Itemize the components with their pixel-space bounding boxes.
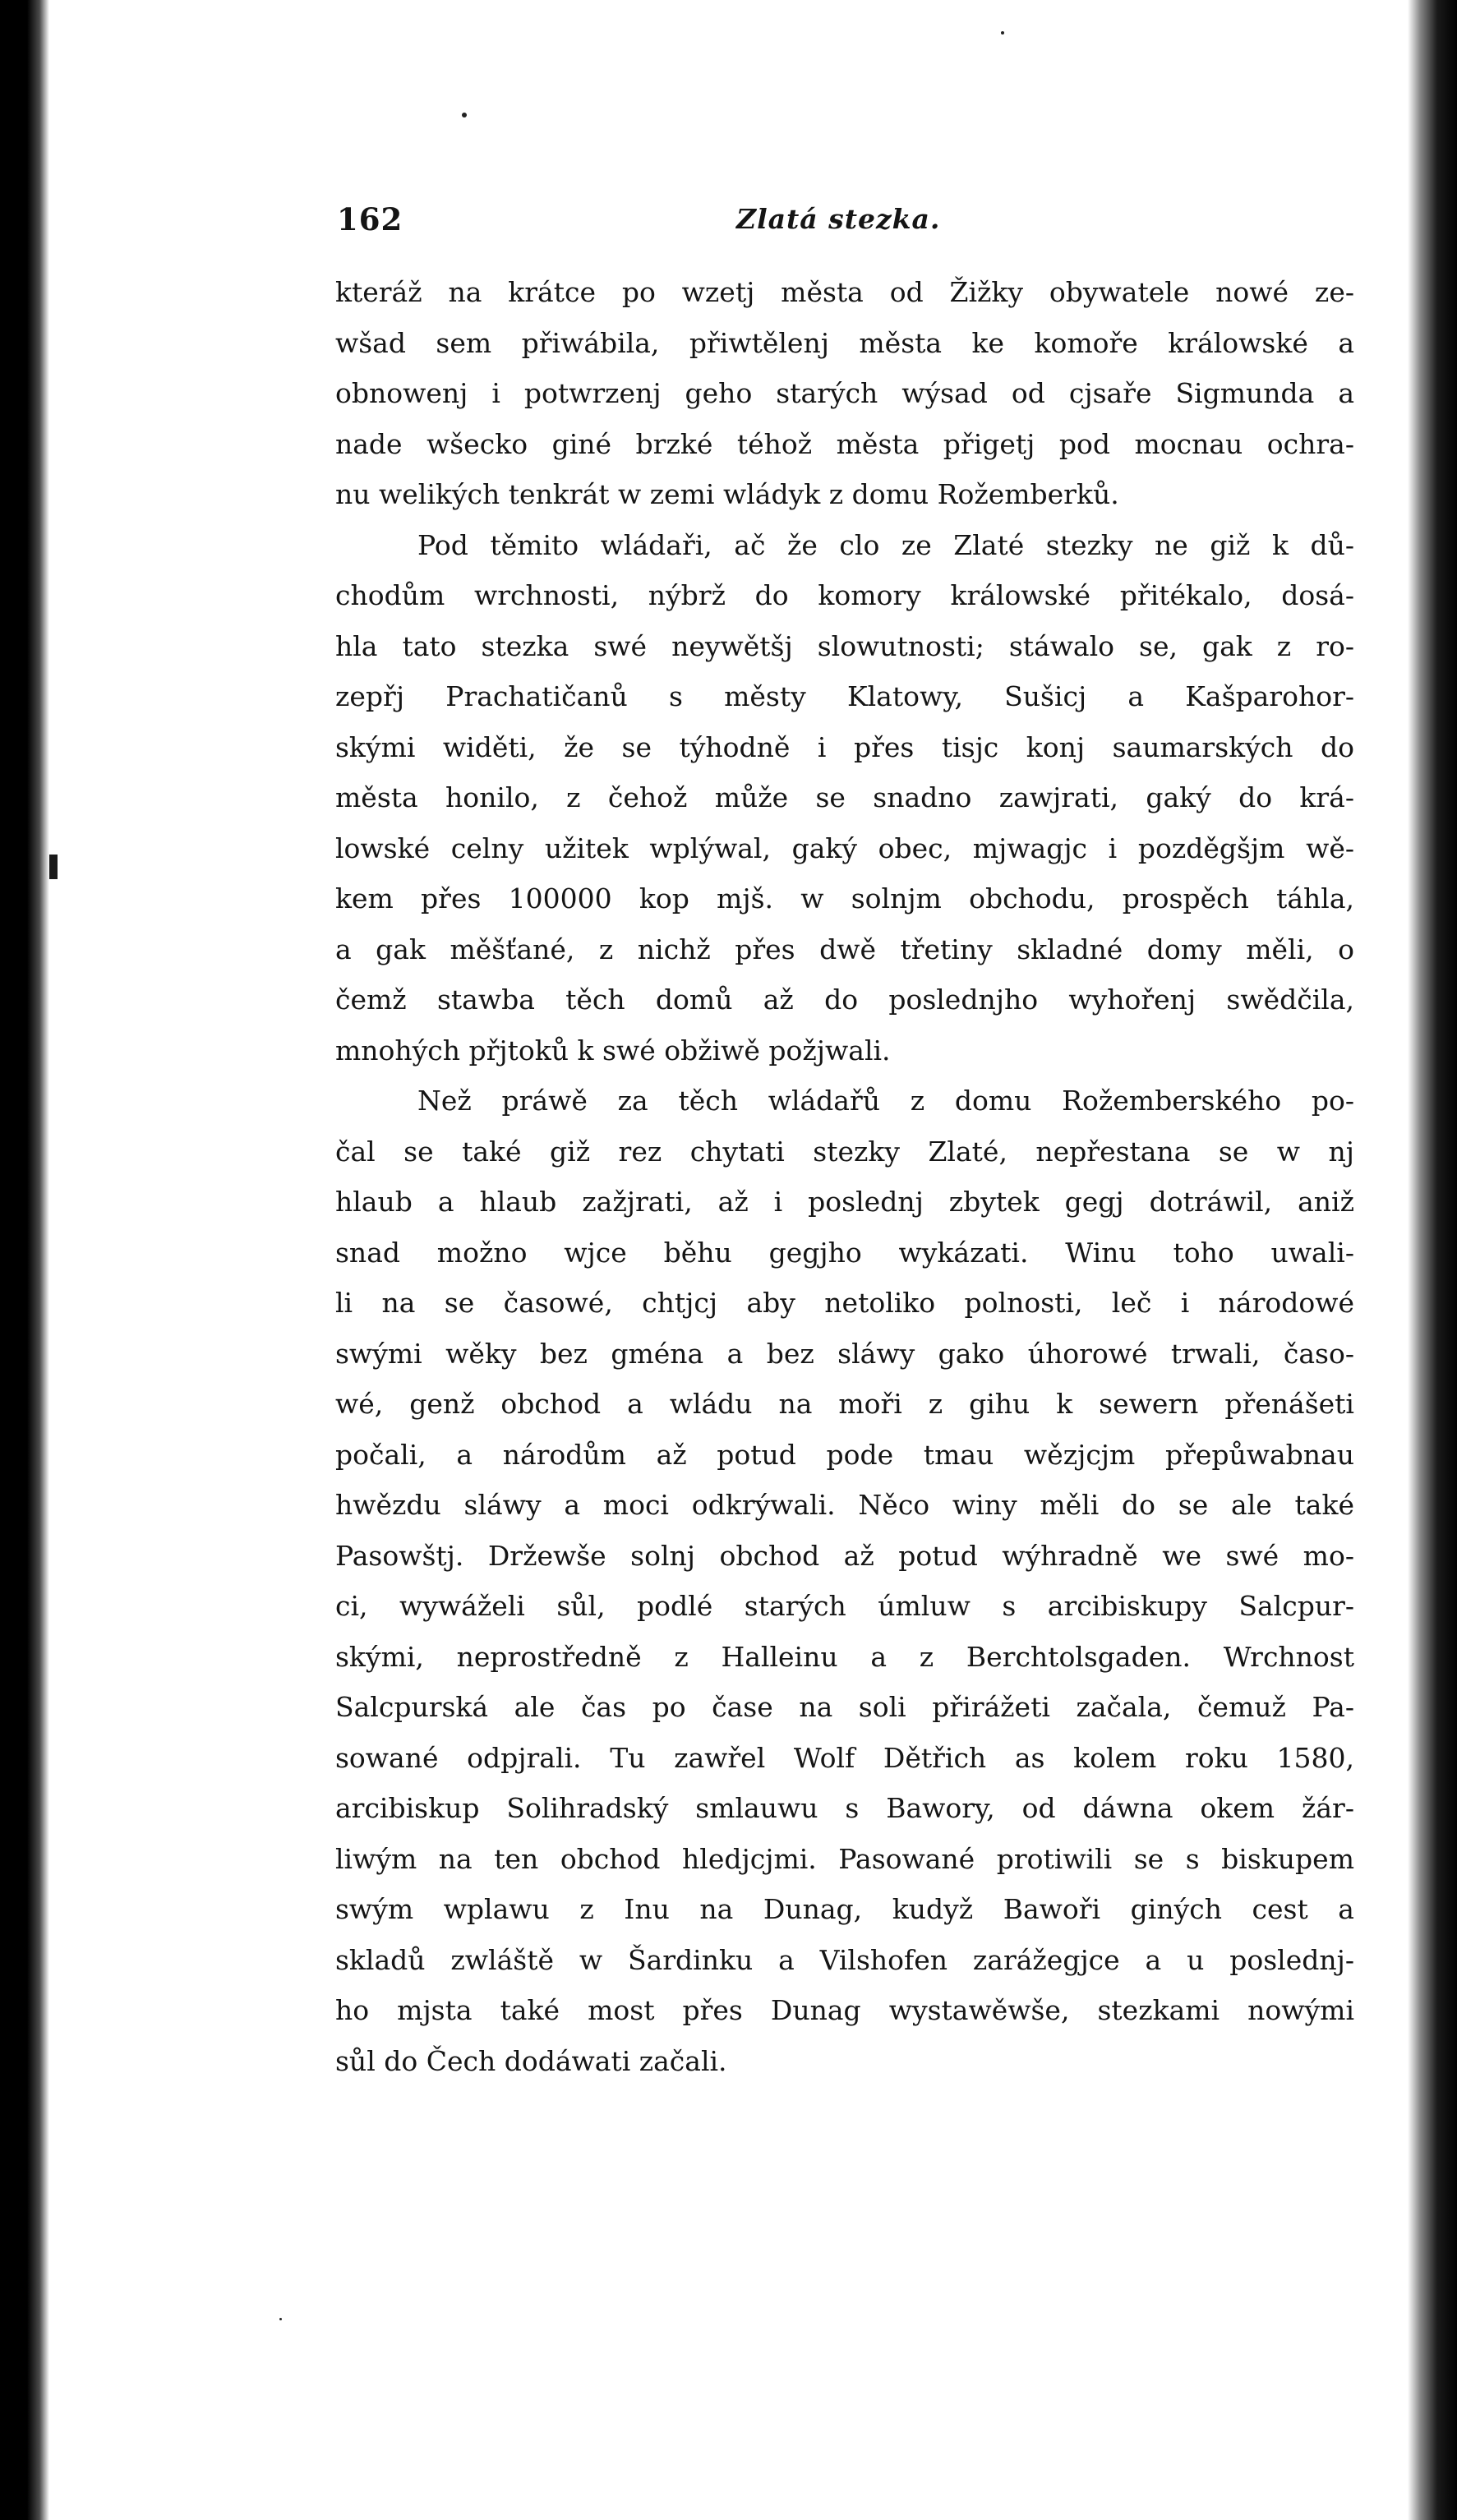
scan-edge-right bbox=[1408, 0, 1457, 2520]
text-line: mnohých přjtoků k swé obžiwě požjwali. bbox=[335, 1034, 891, 1067]
text-line: nade wšecko giné brzké téhož města přigetj pod mocnau ochra- bbox=[335, 427, 1354, 460]
text-line: sowané odpjrali. Tu zawřel Wolf Dětřich as kolem roku 1580, bbox=[335, 1741, 1354, 1774]
text-line: počali, a národům až potud pode tmau wězjcjm přepůwabnau bbox=[335, 1438, 1354, 1471]
text-line: Pod těmito wládaři, ač že clo ze Zlaté stezky ne giž k dů- bbox=[417, 528, 1354, 561]
page-header bbox=[337, 201, 1356, 251]
paragraph bbox=[335, 267, 1354, 520]
text-line: swými wěky bez gména a bez sláwy gako úhorowé trwali, časo- bbox=[335, 1337, 1354, 1370]
text-line: hlaub a hlaub zažjrati, až i poslednj zbytek gegj dotráwil, aniž bbox=[335, 1186, 1354, 1218]
text-line: skými, neprostředně z Halleinu a z Berchtolsgaden. Wrchnost bbox=[335, 1640, 1354, 1673]
page-number: 162 bbox=[337, 201, 403, 237]
text-line: čemž stawba těch domů až do poslednjho wyhořenj swědčila, bbox=[335, 984, 1354, 1016]
text-line: města honilo, z čehož může se snadno zawjrati, gaký do krá- bbox=[335, 781, 1354, 813]
text-line: kteráž na krátce po wzetj města od Žižky obywatele nowé ze- bbox=[335, 276, 1354, 308]
text-line: li na se časowé, chtjcj aby netoliko polnosti, leč i národowé bbox=[335, 1287, 1354, 1319]
paragraph bbox=[335, 1076, 1354, 2086]
scan-edge-left bbox=[0, 0, 49, 2520]
scan-speck bbox=[462, 113, 467, 117]
text-line: Než práwě za těch wládařů z domu Rožemberského po- bbox=[417, 1085, 1354, 1117]
scan-speck bbox=[1001, 31, 1004, 35]
text-line: wšad sem přiwábila, přiwtělenj města ke komoře králowské a bbox=[335, 326, 1354, 359]
text-line: lowské celny užitek wplýwal, gaký obec, mjwagjc i pozděgšjm wě- bbox=[335, 832, 1354, 864]
text-line: nu welikých tenkrát w zemi wládyk z domu Rožemberků. bbox=[335, 478, 1119, 510]
scan-edge-mark bbox=[49, 855, 58, 879]
text-line: wé, genž obchod a wládu na moři z gihu k sewern přenášeti bbox=[335, 1388, 1354, 1420]
text-line: a gak měšťané, z nichž přes dwě třetiny skladné domy měli, o bbox=[335, 933, 1354, 965]
text-line: čal se také giž rez chytati stezky Zlaté, nepřestana se w nj bbox=[335, 1135, 1354, 1168]
running-head: Zlatá stezka. bbox=[736, 203, 941, 235]
text-line: snad možno wjce běhu gegjho wykázati. Winu toho uwali- bbox=[335, 1236, 1354, 1269]
text-line: Salcpurská ale čas po čase na soli přirážeti začala, čemuž Pa- bbox=[335, 1691, 1354, 1723]
text-line: swým wplawu z Inu na Dunag, kudyž Bawoři giných cest a bbox=[335, 1893, 1354, 1925]
text-line: skladů zwláště w Šardinku a Vilshofen zarážegjce a u poslednj- bbox=[335, 1943, 1354, 1976]
text-line: chodům wrchnosti, nýbrž do komory králowské přitékalo, dosá- bbox=[335, 579, 1354, 611]
text-line: obnowenj i potwrzenj geho starých wýsad od cjsaře Sigmunda a bbox=[335, 377, 1354, 409]
text-line: skými widěti, že se týhodně i přes tisjc konj saumarských do bbox=[335, 730, 1354, 763]
text-line: hwězdu sláwy a moci odkrýwali. Něco winy měli do se ale také bbox=[335, 1489, 1354, 1521]
text-line: ci, wywáželi sůl, podlé starých úmluw s arcibiskupy Salcpur- bbox=[335, 1590, 1354, 1622]
page-body bbox=[335, 267, 1354, 2086]
text-line: arcibiskup Solihradský smlauwu s Bawory, od dáwna okem žár- bbox=[335, 1792, 1354, 1824]
text-line: zepřj Prachatičanů s městy Klatowy, Sušicj a Kašparohor- bbox=[335, 680, 1354, 712]
text-line: hla tato stezka swé neywětšj slowutnosti; stáwalo se, gak z ro- bbox=[335, 629, 1354, 662]
text-line: kem přes 100000 kop mjš. w solnjm obchodu, prospěch táhla, bbox=[335, 882, 1354, 914]
text-line: sůl do Čech dodáwati začali. bbox=[335, 2044, 727, 2077]
text-line: Pasowštj. Držewše solnj obchod až potud wýhradně we swé mo- bbox=[335, 1539, 1354, 1572]
text-line: ho mjsta také most přes Dunag wystawěwše, stezkami nowými bbox=[335, 1994, 1354, 2026]
paragraph bbox=[335, 520, 1354, 1076]
scan-speck bbox=[279, 2318, 282, 2320]
text-line: liwým na ten obchod hledjcjmi. Pasowané protiwili se s biskupem bbox=[335, 1842, 1354, 1875]
